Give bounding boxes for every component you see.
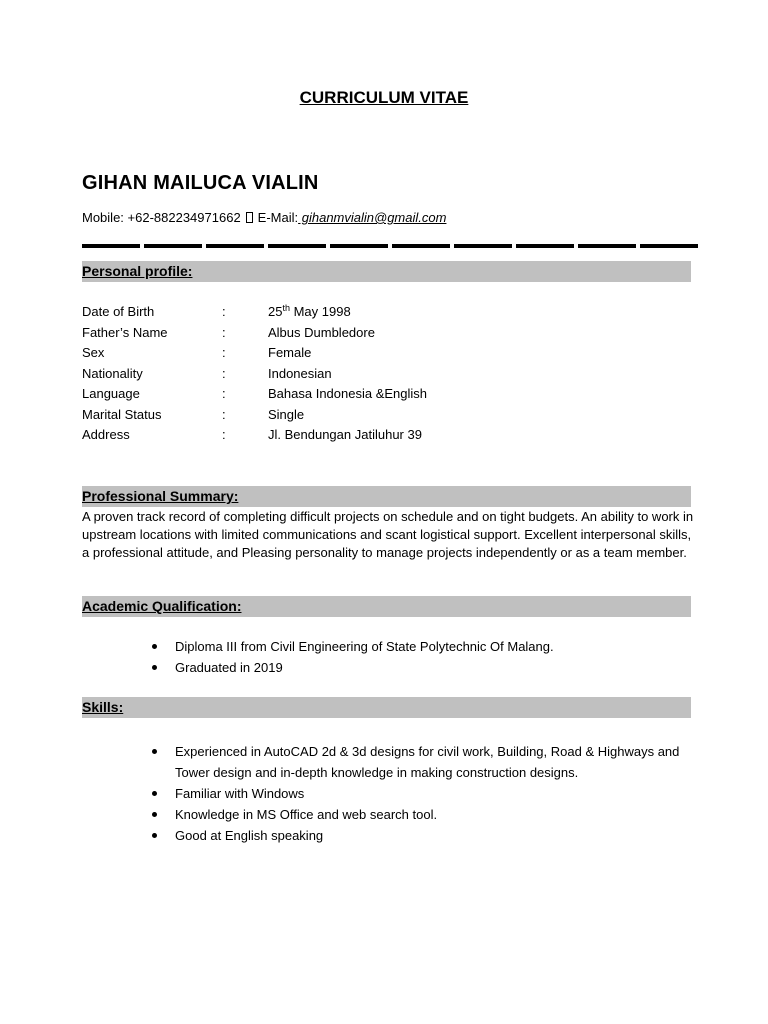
contact-line: [82, 210, 446, 225]
dob-month-year: May 1998: [289, 304, 351, 319]
profile-value: Jl. Bendungan Jatiluhur 39: [268, 427, 422, 442]
section-personal-profile: [82, 261, 691, 282]
profile-colon: :: [222, 386, 226, 401]
profile-colon: :: [222, 365, 226, 381]
list-item: Experienced in AutoCAD 2d & 3d designs for civil work, Building, Road & Highways and Tower design and in-depth knowledge in making construction designs.: [150, 741, 710, 783]
list-item: Familiar with Windows: [150, 783, 710, 804]
mobile-number: +62-882234971662: [127, 210, 241, 225]
list-item: Diploma III from Civil Engineering of State Polytechnic Of Malang.: [150, 636, 710, 657]
profile-row-date-of-birth: [82, 302, 682, 323]
document-title: CURRICULUM VITAE: [299, 88, 469, 107]
profile-colon: :: [222, 345, 226, 360]
profile-value: Bahasa Indonesia &English: [268, 386, 428, 401]
profile-label: Language: [82, 386, 140, 401]
profile-value: [268, 302, 351, 323]
profile-label: Date of Birth: [82, 304, 155, 319]
list-item: Knowledge in MS Office and web search tool.: [150, 804, 710, 825]
profile-colon: :: [222, 304, 226, 319]
profile-label: Father’s Name: [82, 324, 168, 340]
section-professional-summary: [82, 486, 691, 507]
profile-label: Sex: [82, 345, 105, 360]
separator-box-icon: [246, 212, 253, 223]
profile-row-marital-status: [82, 405, 682, 426]
profile-row-fathers-name: [82, 323, 682, 344]
section-academic-qualification: [82, 596, 691, 617]
section-heading: Professional Summary:: [82, 488, 239, 504]
section-skills: [82, 697, 691, 718]
section-heading: Skills:: [82, 699, 124, 715]
profile-row-language: [82, 384, 682, 405]
dob-ordinal: th: [282, 303, 290, 313]
profile-row-nationality: [82, 364, 682, 385]
profile-colon: :: [222, 406, 226, 422]
email-address: gihanmvialin@gmail.com: [298, 210, 447, 225]
profile-colon: :: [222, 427, 226, 442]
candidate-name: GIHAN MAILUCA VIALIN: [82, 172, 319, 194]
profile-value: Albus Dumbledore: [268, 324, 375, 340]
profile-value: Female: [268, 345, 312, 360]
email-label: E-Mail:: [257, 210, 299, 225]
mobile-label: Mobile:: [82, 210, 128, 225]
professional-summary-text: A proven track record of completing difficult projects on schedule and on tight budgets. An ability to work in upstream locations with limited communications and scant logistical support. Excellent interpersonal skills, a professional attitude, and Pleasing personality to manage projects independently or as a team member.: [82, 509, 694, 560]
profile-row-sex: [82, 343, 682, 364]
academic-qualification-list: [150, 636, 710, 678]
profile-label: Marital Status: [82, 406, 162, 422]
skills-list: [150, 741, 710, 846]
profile-label: Nationality: [82, 365, 143, 381]
list-item: Good at English speaking: [150, 825, 710, 846]
profile-label: Address: [82, 427, 130, 442]
personal-profile-table: [82, 302, 682, 446]
profile-value: Indonesian: [268, 365, 332, 381]
profile-row-address: [82, 425, 682, 446]
section-heading: Personal profile:: [82, 263, 193, 279]
profile-colon: :: [222, 324, 226, 340]
header-divider: [82, 244, 700, 248]
section-heading: Academic Qualification:: [82, 598, 242, 614]
dob-day: 25: [268, 304, 283, 319]
list-item: Graduated in 2019: [150, 657, 710, 678]
profile-value: Single: [268, 406, 305, 422]
